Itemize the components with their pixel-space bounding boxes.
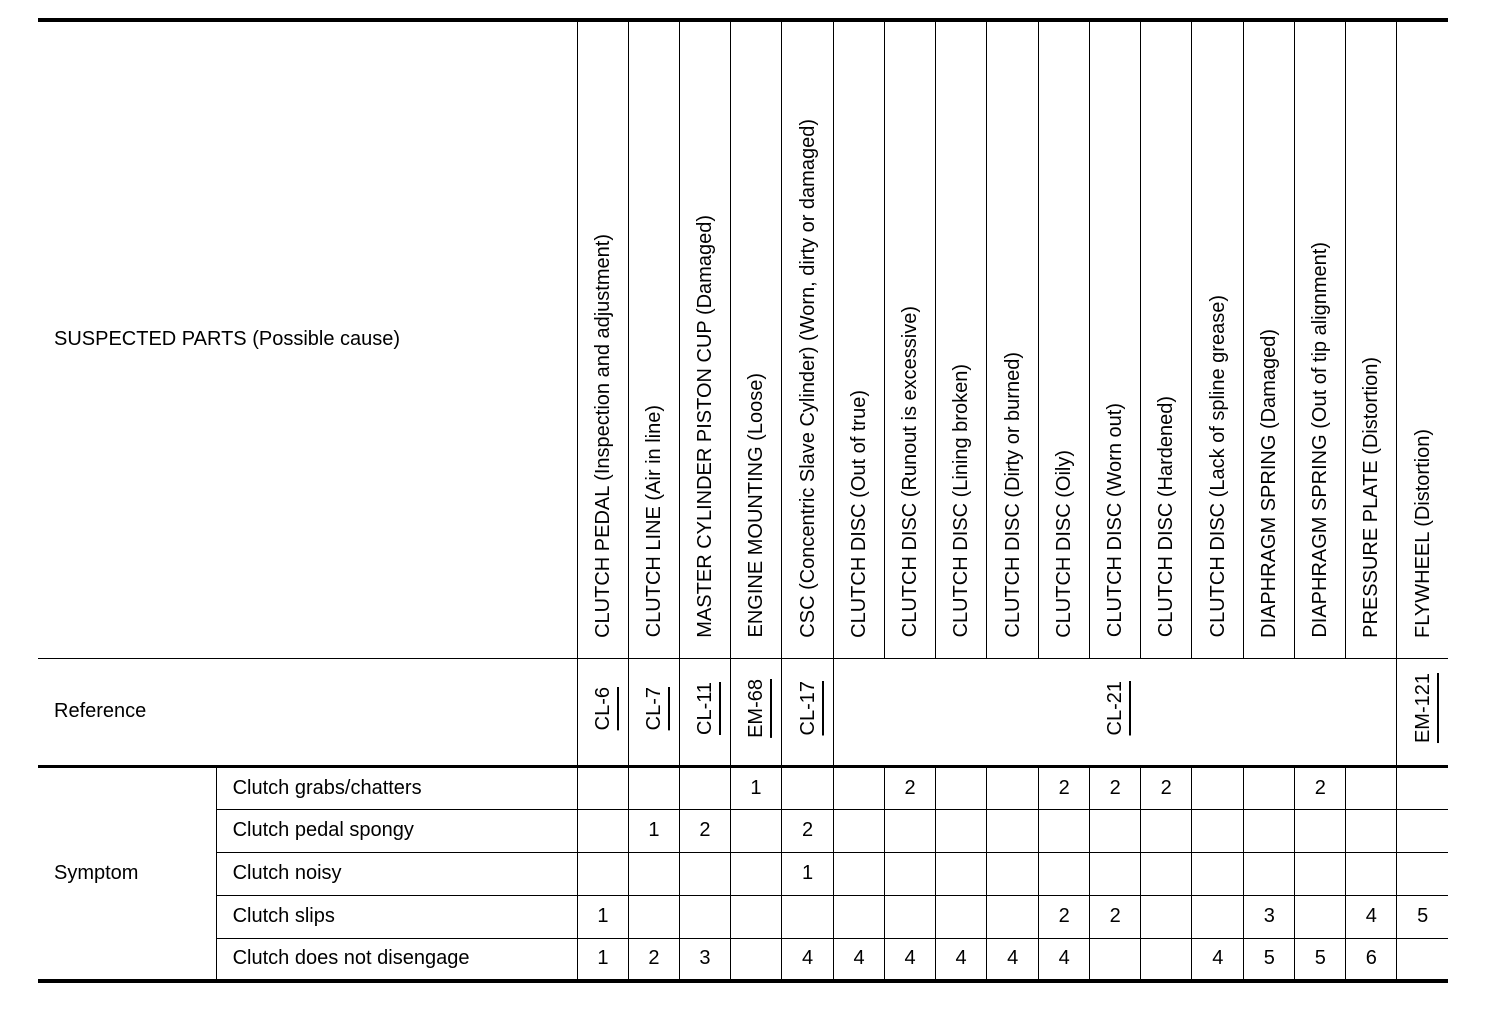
priority-cell: 2: [1090, 895, 1141, 938]
priority-cell: [987, 766, 1039, 809]
reference-cell[interactable]: [679, 658, 730, 766]
troubleshooting-table: [38, 18, 1448, 983]
part-header: [936, 20, 987, 658]
priority-cell: [834, 766, 885, 809]
priority-cell: [1346, 809, 1397, 852]
priority-cell: 2: [1039, 895, 1090, 938]
reference-cell[interactable]: [1397, 658, 1448, 766]
part-header: [1346, 20, 1397, 658]
priority-cell: [1397, 766, 1448, 809]
priority-cell: [1039, 809, 1090, 852]
reference-cell[interactable]: [730, 658, 781, 766]
part-header: [1090, 20, 1141, 658]
symptom-name: Clutch slips: [216, 895, 577, 938]
priority-cell: [1346, 852, 1397, 895]
priority-cell: 2: [679, 809, 730, 852]
priority-cell: [1090, 809, 1141, 852]
part-header-label: PRESSURE PLATE (Distortion): [1360, 356, 1383, 638]
part-header-label: CLUTCH DISC (Dirty or burned): [1001, 351, 1024, 638]
symptom-row: [38, 852, 1448, 895]
priority-cell: 1: [577, 895, 628, 938]
part-header-label: CLUTCH DISC (Runout is excessive): [899, 306, 922, 638]
priority-cell: [782, 766, 834, 809]
priority-cell: [1397, 938, 1448, 981]
symptom-name: Clutch grabs/chatters: [216, 766, 577, 809]
priority-cell: 4: [885, 938, 936, 981]
priority-cell: [1244, 809, 1295, 852]
priority-cell: [834, 852, 885, 895]
priority-cell: [1244, 766, 1295, 809]
priority-cell: 4: [834, 938, 885, 981]
part-header: [834, 20, 885, 658]
priority-cell: [885, 852, 936, 895]
symptom-group-label: Symptom: [38, 766, 216, 981]
part-header-label: CSC (Concentric Slave Cylinder) (Worn, dirty or damaged): [796, 118, 819, 638]
priority-cell: [936, 895, 987, 938]
priority-cell: [1397, 809, 1448, 852]
priority-cell: [730, 809, 781, 852]
priority-cell: [885, 895, 936, 938]
reference-cell-clutch-disc[interactable]: [834, 658, 1397, 766]
priority-cell: 4: [782, 938, 834, 981]
priority-cell: [1346, 766, 1397, 809]
priority-cell: 5: [1295, 938, 1346, 981]
priority-cell: [936, 852, 987, 895]
priority-cell: [1192, 766, 1244, 809]
part-header-label: CLUTCH DISC (Lining broken): [950, 364, 973, 638]
priority-cell: [1141, 809, 1192, 852]
reference-link[interactable]: CL-6: [591, 686, 614, 731]
part-header: [1397, 20, 1448, 658]
priority-cell: 2: [885, 766, 936, 809]
part-header: [782, 20, 834, 658]
priority-cell: 4: [936, 938, 987, 981]
priority-cell: 3: [1244, 895, 1295, 938]
part-header-label: CLUTCH DISC (Hardened): [1155, 396, 1178, 638]
priority-cell: [1397, 852, 1448, 895]
part-header-label: CLUTCH LINE (Air in line): [642, 405, 665, 638]
part-header: [1039, 20, 1090, 658]
priority-cell: [782, 895, 834, 938]
priority-cell: [1244, 852, 1295, 895]
priority-cell: 2: [782, 809, 834, 852]
priority-cell: 2: [1141, 766, 1192, 809]
symptom-name: Clutch does not disengage: [216, 938, 577, 981]
part-header: [628, 20, 679, 658]
reference-link[interactable]: CL-11: [693, 682, 716, 735]
part-header: [1141, 20, 1192, 658]
reference-label: Reference: [38, 658, 577, 766]
priority-cell: 6: [1346, 938, 1397, 981]
reference-cell[interactable]: [628, 658, 679, 766]
priority-cell: 1: [628, 809, 679, 852]
reference-link[interactable]: CL-7: [642, 686, 665, 731]
priority-cell: [577, 809, 628, 852]
priority-cell: [577, 766, 628, 809]
reference-link[interactable]: EM-68: [744, 679, 767, 738]
priority-cell: [628, 766, 679, 809]
part-header: [1244, 20, 1295, 658]
part-header-label: FLYWHEEL (Distortion): [1411, 428, 1434, 638]
reference-link[interactable]: CL-21: [1104, 681, 1127, 736]
part-header: [987, 20, 1039, 658]
part-header: [1192, 20, 1244, 658]
part-header: [577, 20, 628, 658]
symptom-row: [38, 766, 1448, 809]
priority-cell: 1: [577, 938, 628, 981]
symptom-name: Clutch pedal spongy: [216, 809, 577, 852]
part-header-label: CLUTCH DISC (Oily): [1053, 449, 1076, 638]
priority-cell: [1295, 852, 1346, 895]
part-header: [1295, 20, 1346, 658]
priority-cell: [1295, 809, 1346, 852]
priority-cell: 4: [1346, 895, 1397, 938]
suspected-parts-label: SUSPECTED PARTS (Possible cause): [38, 20, 577, 658]
priority-cell: [1192, 895, 1244, 938]
priority-cell: [628, 895, 679, 938]
part-header: [679, 20, 730, 658]
priority-cell: 5: [1397, 895, 1448, 938]
part-header-label: MASTER CYLINDER PISTON CUP (Damaged): [693, 214, 716, 638]
symptom-row: [38, 938, 1448, 981]
part-header-label: DIAPHRAGM SPRING (Damaged): [1258, 328, 1281, 638]
priority-cell: 4: [1039, 938, 1090, 981]
priority-cell: 2: [628, 938, 679, 981]
part-header-label: CLUTCH DISC (Out of true): [848, 389, 871, 638]
symptom-name: Clutch noisy: [216, 852, 577, 895]
priority-cell: [936, 809, 987, 852]
priority-cell: [1090, 852, 1141, 895]
priority-cell: 1: [782, 852, 834, 895]
part-header: [730, 20, 781, 658]
priority-cell: [987, 852, 1039, 895]
priority-cell: [730, 895, 781, 938]
priority-cell: 2: [1090, 766, 1141, 809]
priority-cell: 4: [1192, 938, 1244, 981]
priority-cell: [1141, 852, 1192, 895]
priority-cell: 2: [1039, 766, 1090, 809]
priority-cell: [987, 809, 1039, 852]
priority-cell: [577, 852, 628, 895]
priority-cell: [730, 852, 781, 895]
symptom-row: [38, 809, 1448, 852]
priority-cell: [834, 895, 885, 938]
priority-cell: [628, 852, 679, 895]
priority-cell: [1192, 809, 1244, 852]
priority-cell: [679, 766, 730, 809]
part-header-label: CLUTCH DISC (Lack of spline grease): [1206, 295, 1229, 638]
priority-cell: [730, 938, 781, 981]
priority-cell: [1039, 852, 1090, 895]
priority-cell: [1141, 895, 1192, 938]
part-header: [885, 20, 936, 658]
part-header-label: CLUTCH DISC (Worn out): [1104, 403, 1127, 638]
reference-cell[interactable]: [782, 658, 834, 766]
priority-cell: [1141, 938, 1192, 981]
priority-cell: [987, 895, 1039, 938]
priority-cell: [1090, 938, 1141, 981]
priority-cell: [936, 766, 987, 809]
priority-cell: [679, 852, 730, 895]
reference-cell[interactable]: [577, 658, 628, 766]
priority-cell: 5: [1244, 938, 1295, 981]
part-header-label: CLUTCH PEDAL (Inspection and adjustment): [591, 233, 614, 638]
priority-cell: [1295, 895, 1346, 938]
priority-cell: [885, 809, 936, 852]
reference-row: [38, 658, 1448, 766]
part-header-label: ENGINE MOUNTING (Loose): [744, 373, 767, 638]
priority-cell: [834, 809, 885, 852]
priority-cell: 1: [730, 766, 781, 809]
priority-cell: 3: [679, 938, 730, 981]
priority-cell: 4: [987, 938, 1039, 981]
part-header-label: DIAPHRAGM SPRING (Out of tip alignment): [1309, 241, 1332, 638]
priority-cell: [679, 895, 730, 938]
symptom-row: [38, 895, 1448, 938]
reference-link[interactable]: EM-121: [1411, 673, 1434, 744]
reference-link[interactable]: CL-17: [796, 681, 819, 736]
header-row: [38, 20, 1448, 658]
priority-cell: 2: [1295, 766, 1346, 809]
priority-cell: [1192, 852, 1244, 895]
